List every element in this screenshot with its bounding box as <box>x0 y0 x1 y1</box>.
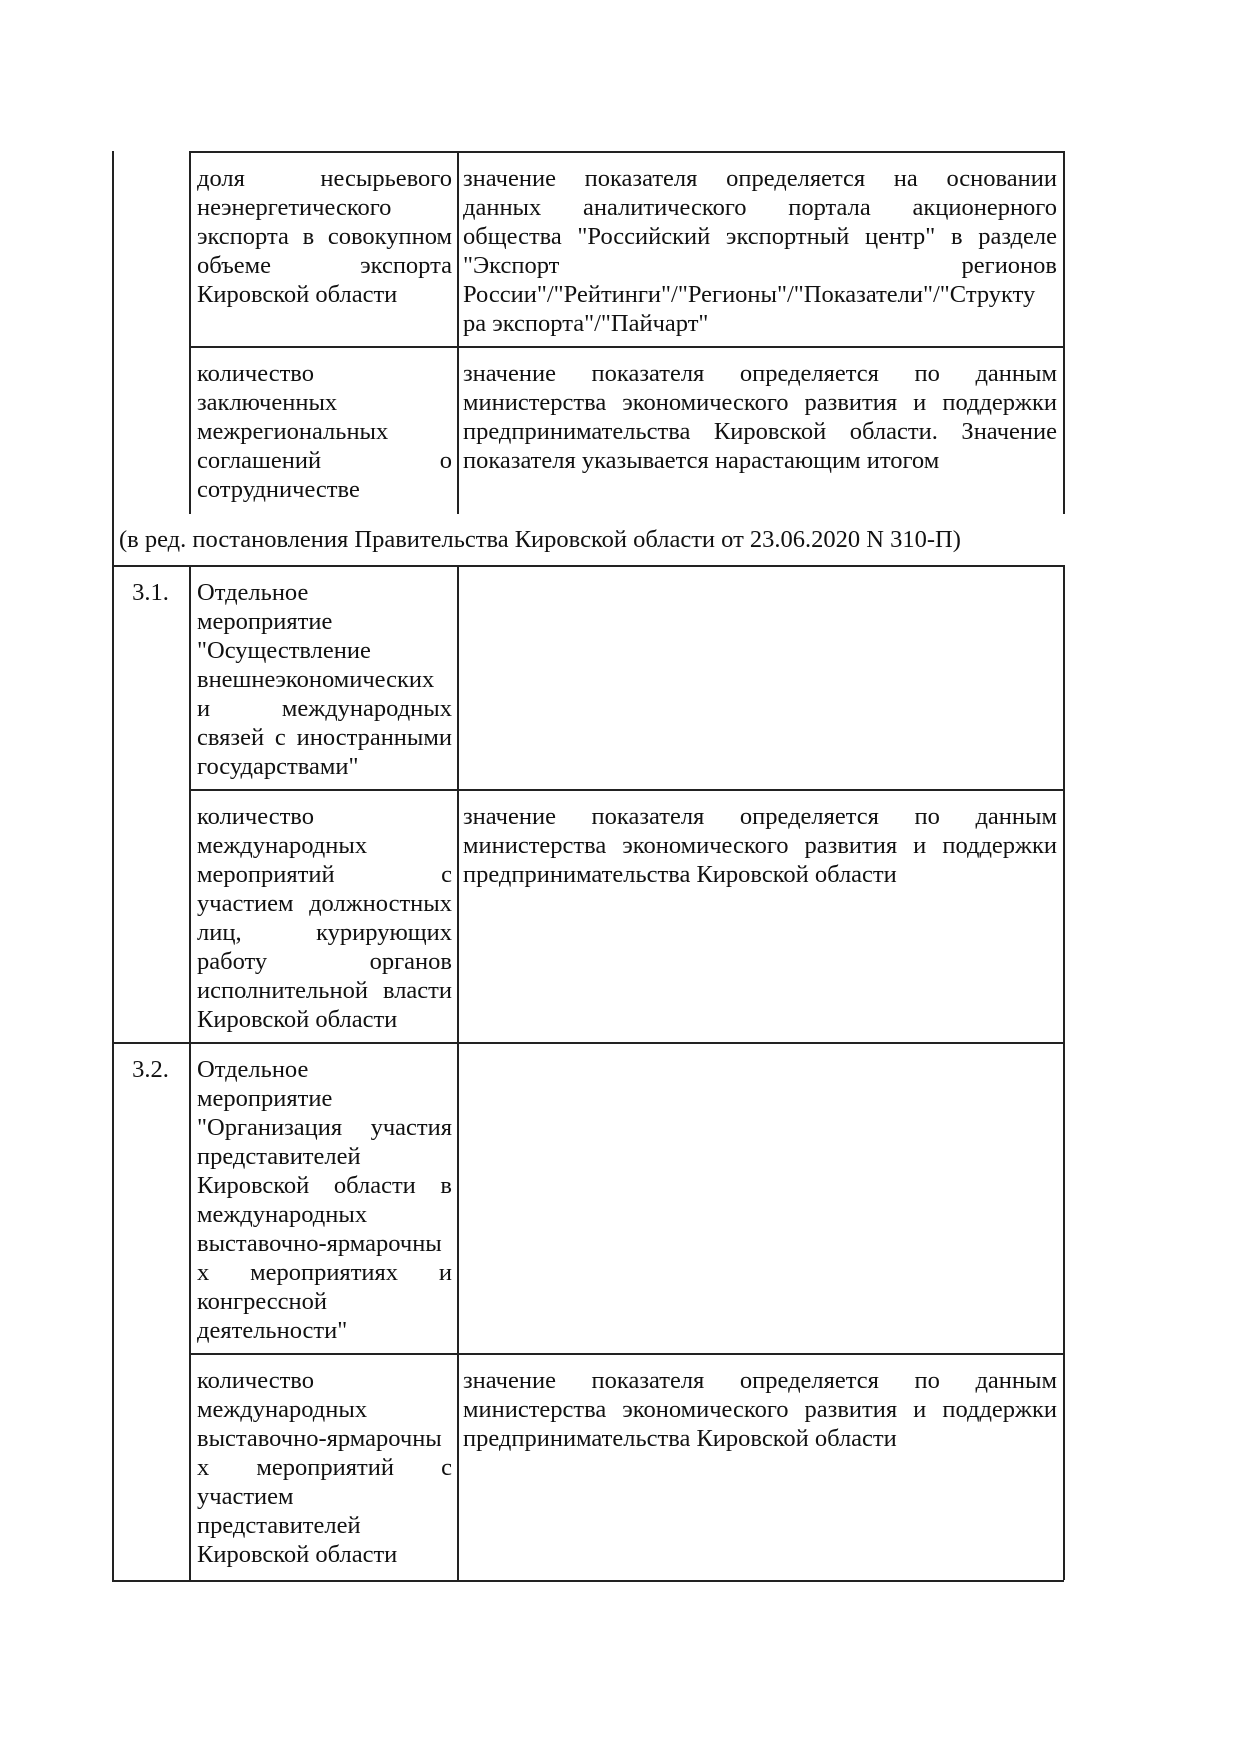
method-text-line: министерства экономического развития и поддержки <box>463 1396 1057 1423</box>
method-text-line: предпринимательства Кировской области. Значение <box>463 418 1057 445</box>
indicator-text-line: Кировской области в <box>197 1172 452 1199</box>
indicator-text-line: объеме экспорта <box>197 252 452 279</box>
indicator-text-line: конгрессной <box>197 1288 328 1315</box>
method-text-line: предпринимательства Кировской области <box>463 1425 897 1452</box>
indicator-text-line: и международных <box>197 695 452 722</box>
indicator-text-line: выставочно-ярмарочны <box>197 1425 442 1452</box>
method-cell <box>463 359 1057 475</box>
method-cell <box>463 1366 1057 1453</box>
indicator-cell <box>197 802 452 1034</box>
table-border <box>189 151 191 514</box>
method-text-line: министерства экономического развития и поддержки <box>463 389 1057 416</box>
table-border <box>189 565 191 1580</box>
indicator-cell <box>197 164 452 309</box>
indicator-text-line: доля несырьевого <box>197 165 452 192</box>
table-border <box>189 151 1064 153</box>
row-number: 3.1. <box>132 579 169 606</box>
indicator-text-line: х мероприятиях и <box>197 1259 452 1286</box>
row-number: 3.2. <box>132 1056 169 1083</box>
table-border <box>189 346 1064 348</box>
indicator-text-line: участием <box>197 1483 294 1510</box>
indicator-text-line: международных <box>197 1201 368 1228</box>
indicator-text-line: количество <box>197 1367 314 1394</box>
indicator-text-line: межрегиональных <box>197 418 389 445</box>
indicator-cell <box>197 359 452 504</box>
indicator-text-line: "Организация участия <box>197 1114 452 1141</box>
indicator-text-line: международных <box>197 832 368 859</box>
indicator-text-line: участием должностных <box>197 890 452 917</box>
indicator-text-line: внешнеэкономических <box>197 666 435 693</box>
indicator-text-line: сотрудничестве <box>197 476 360 503</box>
method-text-line: показателя указывается нарастающим итогом <box>463 447 940 474</box>
table-border <box>189 789 1064 791</box>
amendment-note: (в ред. постановления Правительства Кировской области от 23.06.2020 N 310-П) <box>119 526 961 553</box>
indicator-cell <box>197 1055 452 1345</box>
indicator-text-line: Кировской области <box>197 281 398 308</box>
indicator-text-line: представителей <box>197 1512 361 1539</box>
indicator-text-line: исполнительной власти <box>197 977 452 1004</box>
table-border <box>1063 565 1065 1580</box>
indicator-text-line: работу органов <box>197 948 452 975</box>
method-text-line: значение показателя определяется по данным <box>463 1367 1057 1394</box>
table-border <box>112 1042 1064 1044</box>
indicator-text-line: представителей <box>197 1143 361 1170</box>
indicator-text-line: Кировской области <box>197 1541 398 1568</box>
indicator-text-line: мероприятие <box>197 608 333 635</box>
indicator-text-line: неэнергетического <box>197 194 392 221</box>
table-border <box>112 565 1064 567</box>
table-border <box>112 1580 1064 1582</box>
indicator-text-line: мероприятие <box>197 1085 333 1112</box>
indicator-text-line: количество <box>197 803 314 830</box>
method-cell <box>463 164 1057 338</box>
indicator-cell <box>197 1366 452 1569</box>
indicator-text-line: заключенных <box>197 389 338 416</box>
table-border <box>457 565 459 1580</box>
table-border <box>457 151 459 514</box>
table-border <box>1063 151 1065 514</box>
indicator-text-line: "Осуществление <box>197 637 371 664</box>
indicator-text-line: деятельности" <box>197 1317 348 1344</box>
method-text-line: значение показателя определяется на основании <box>463 165 1057 192</box>
method-text-line: "Экспорт регионов <box>463 252 1057 279</box>
indicator-text-line: лиц, курирующих <box>197 919 452 946</box>
method-text-line: предпринимательства Кировской области <box>463 861 897 888</box>
indicator-text-line: связей с иностранными <box>197 724 452 751</box>
method-text-line: России"/"Рейтинги"/"Регионы"/"Показатели"/"Структу <box>463 281 1036 308</box>
indicator-text-line: международных <box>197 1396 368 1423</box>
table-border <box>112 151 114 1581</box>
indicator-text-line: экспорта в совокупном <box>197 223 452 250</box>
method-text-line: значение показателя определяется по данным <box>463 803 1057 830</box>
table-border <box>189 1353 1064 1355</box>
method-text-line: ра экспорта"/"Пайчарт" <box>463 310 709 337</box>
method-text-line: данных аналитического портала акционерного <box>463 194 1057 221</box>
indicator-text-line: мероприятий с <box>197 861 452 888</box>
indicator-text-line: государствами" <box>197 753 359 780</box>
indicator-text-line: Отдельное <box>197 579 309 606</box>
indicator-text-line: Отдельное <box>197 1056 309 1083</box>
indicator-text-line: соглашений о <box>197 447 452 474</box>
method-text-line: значение показателя определяется по данным <box>463 360 1057 387</box>
indicator-text-line: Кировской области <box>197 1006 398 1033</box>
indicator-cell <box>197 578 452 781</box>
indicator-text-line: количество <box>197 360 314 387</box>
method-text-line: министерства экономического развития и поддержки <box>463 832 1057 859</box>
indicator-text-line: выставочно-ярмарочны <box>197 1230 442 1257</box>
method-text-line: общества "Российский экспортный центр" в разделе <box>463 223 1057 250</box>
indicator-text-line: х мероприятий с <box>197 1454 452 1481</box>
method-cell <box>463 802 1057 889</box>
